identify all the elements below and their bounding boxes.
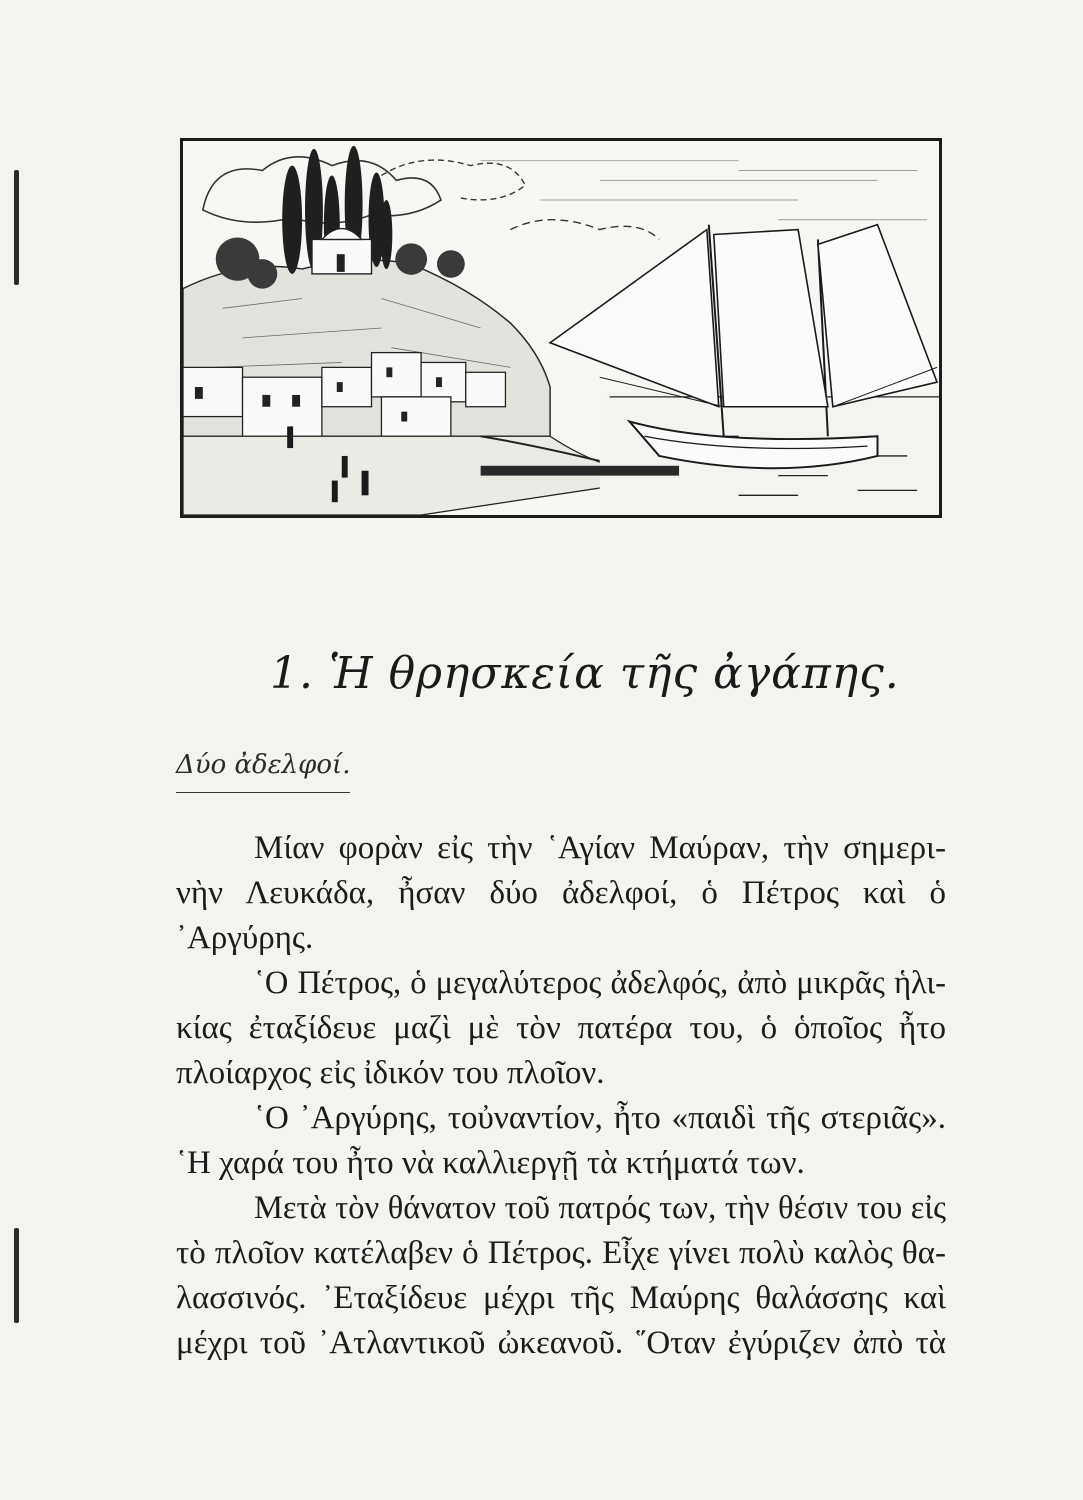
body-line: τὸ πλοῖον κατέλαβεν ὁ Πέτρος. Εἶχε γίνει πολὺ καλὸς θα- xyxy=(176,1235,946,1271)
binding-mark-top xyxy=(14,170,19,285)
body-line: νὴν Λευκάδα, ἦσαν δύο ἀδελφοί, ὁ Πέτρος καὶ ὁ xyxy=(176,875,946,911)
body-line: Μετὰ τὸν θάνατον τοῦ πατρός των, τὴν θέσιν του εἰς xyxy=(254,1190,946,1226)
body-line: ῾Ο ᾿Αργύρης, τοὐναντίον, ἦτο «παιδὶ τῆς στεριᾶς». xyxy=(254,1100,946,1136)
binding-mark-bottom xyxy=(14,1228,19,1323)
body-text xyxy=(176,826,946,1366)
body-line: μέχρι τοῦ ᾿Ατλαντικοῦ ὠκεανοῦ. ῞Οταν ἐγύριζεν ἀπὸ τὰ xyxy=(176,1325,946,1361)
section-underline xyxy=(176,792,350,793)
harbour-illustration xyxy=(180,138,942,518)
body-line: κίας ἐταξίδευε μαζὶ μὲ τὸν πατέρα του, ὁ ὁποῖος ἦτο xyxy=(176,1010,946,1046)
body-line: Μίαν φορὰν εἰς τὴν ῾Αγίαν Μαύραν, τὴν σημερι- xyxy=(254,830,946,866)
section-heading: Δύο ἀδελφοί. xyxy=(176,750,351,780)
body-line: ῾Η χαρά του ἦτο νὰ καλλιεργῇ τὰ κτήματά των. xyxy=(176,1145,805,1181)
body-line: ῾Ο Πέτρος, ὁ μεγαλύτερος ἀδελφός, ἀπὸ μικρᾶς ἡλι- xyxy=(254,965,946,1001)
body-line: πλοίαρχος εἰς ἰδικόν του πλοῖον. xyxy=(176,1055,605,1091)
harbour-engraving xyxy=(183,141,939,515)
body-line: ᾿Αργύρης. xyxy=(176,920,314,956)
body-line: λασσινός. ᾿Εταξίδευε μέχρι τῆς Μαύρης θαλάσσης καὶ xyxy=(176,1280,946,1316)
chapter-title: 1. Ἡ θρησκεία τῆς ἀγάπης. xyxy=(270,648,900,699)
